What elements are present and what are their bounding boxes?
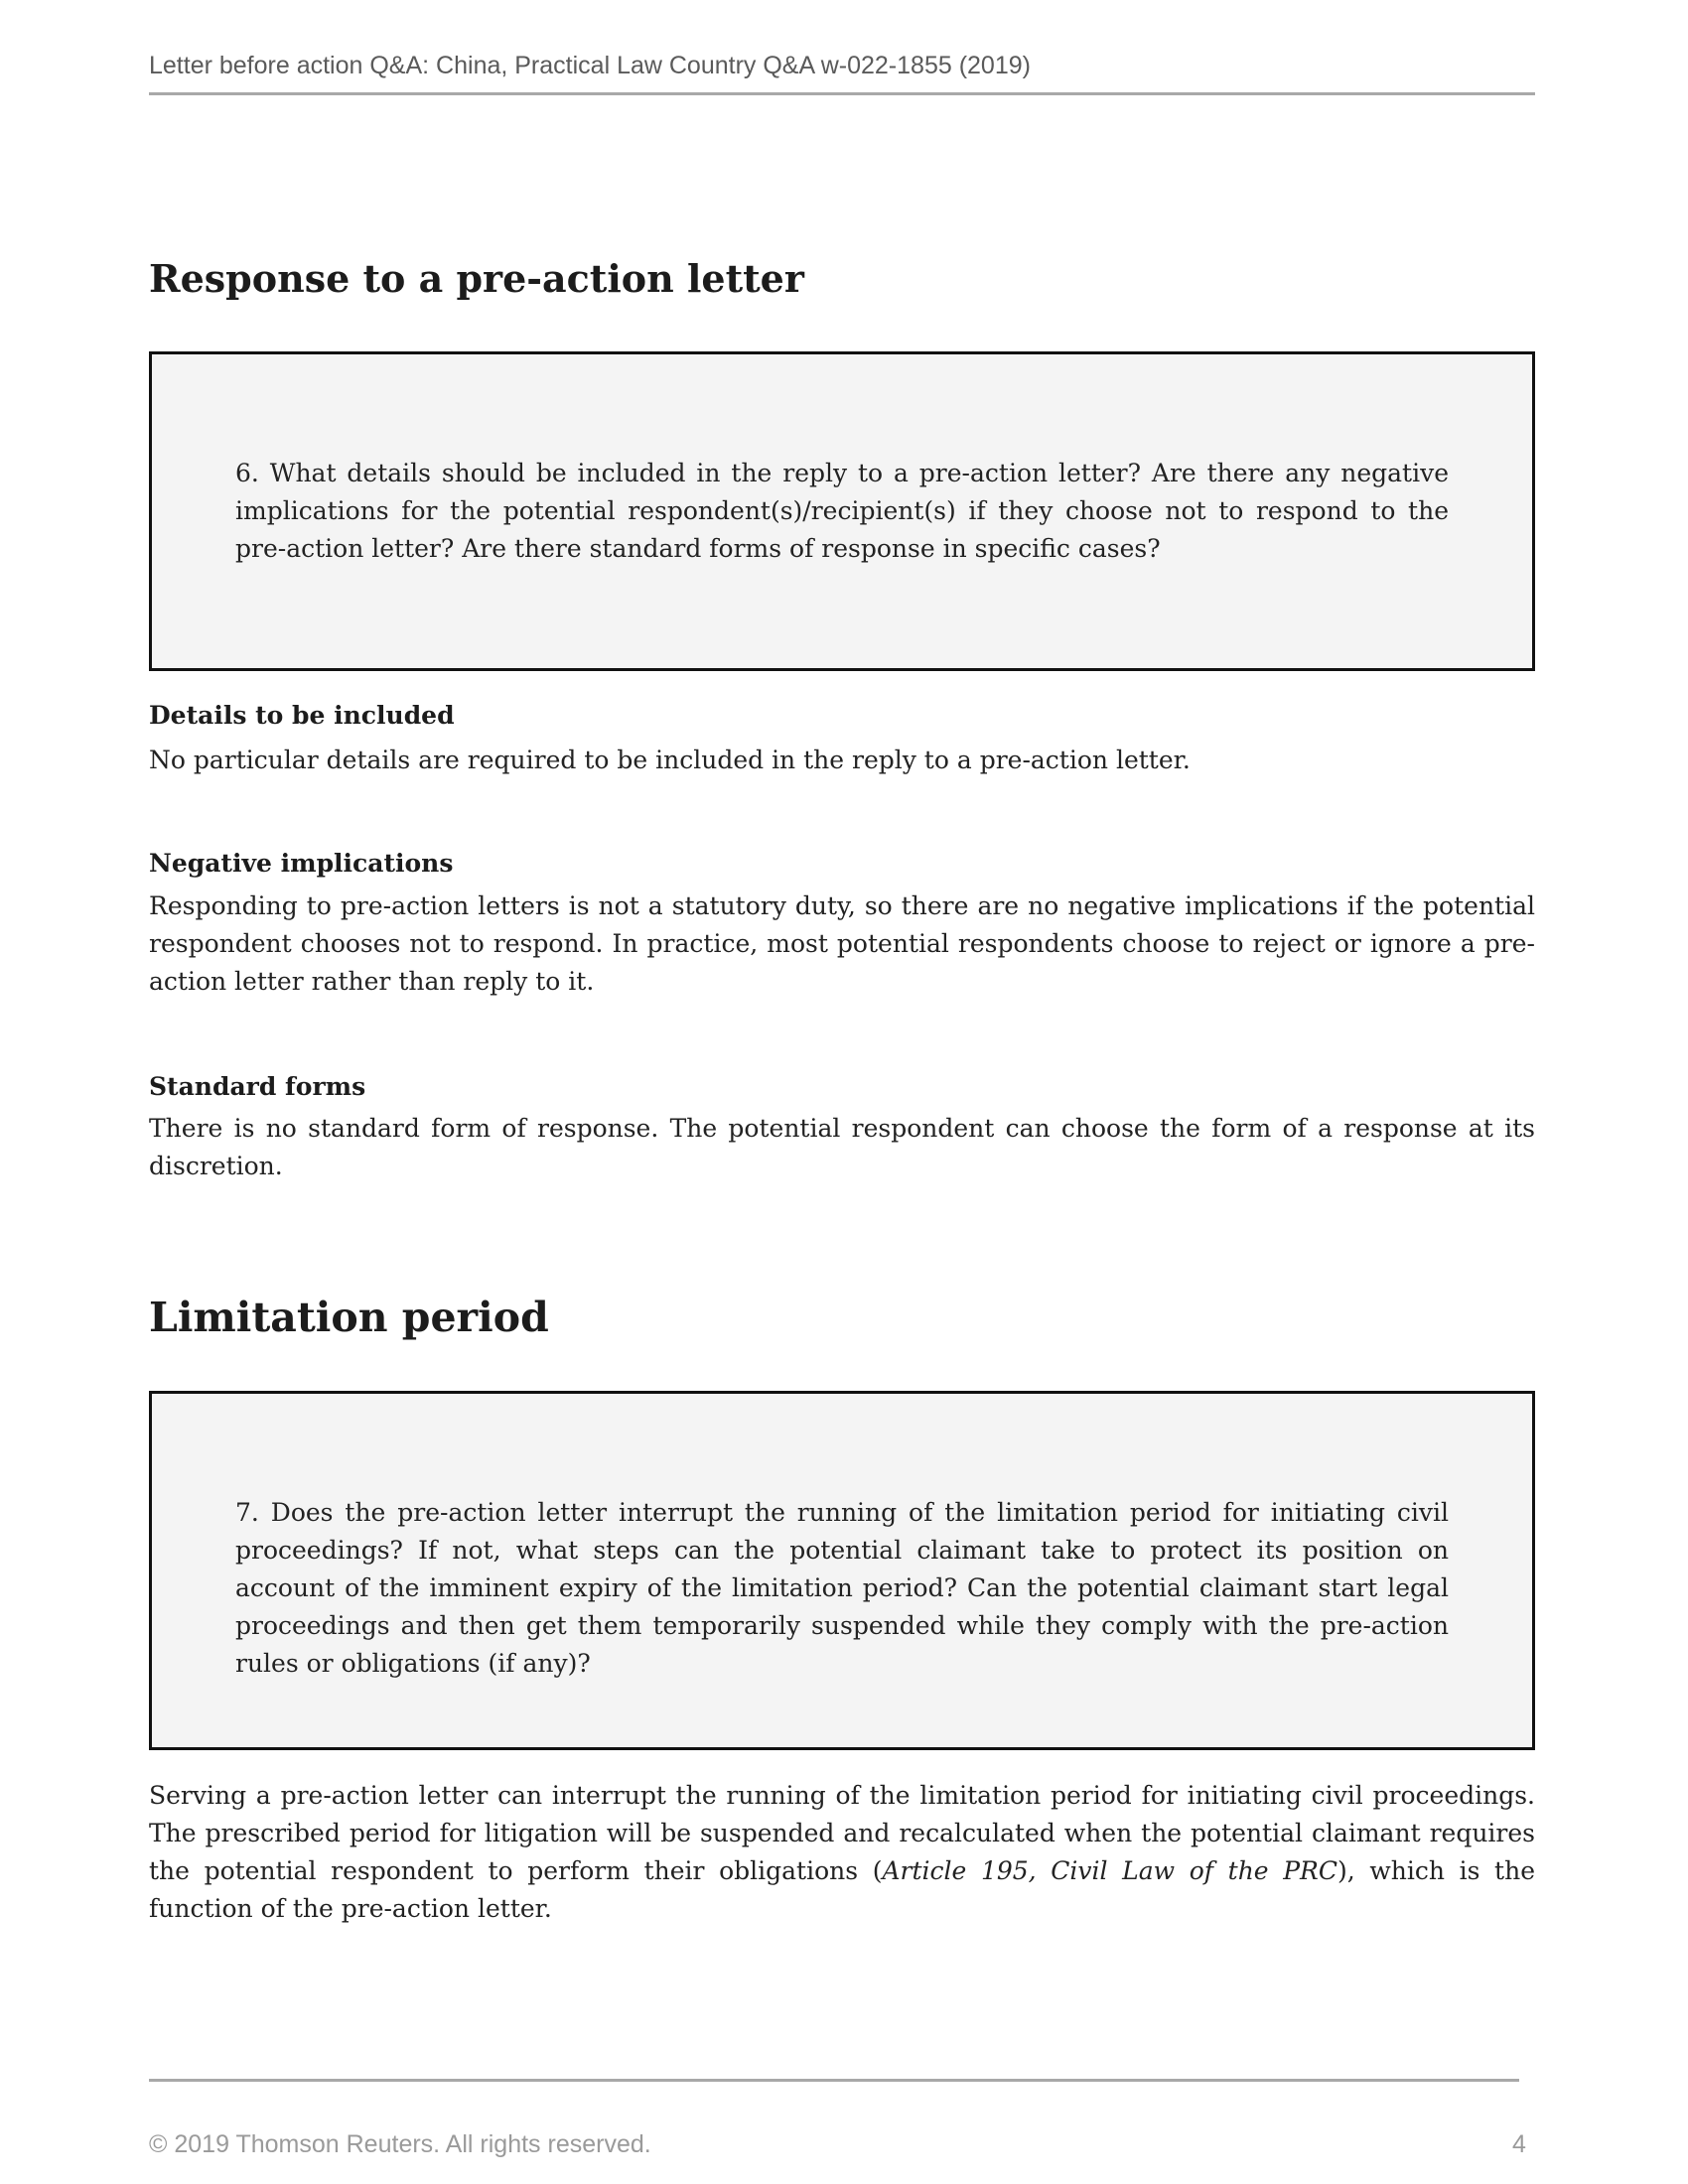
question-box-6 — [149, 351, 1535, 671]
legal-citation: Article 195, Civil Law of the PRC — [882, 1856, 1337, 1885]
running-header: Letter before action Q&A: China, Practical Law Country Q&A w-022-1855 (2019) — [149, 52, 1031, 79]
paragraph-details: No particular details are required to be included in the reply to a pre-action letter. — [149, 746, 1191, 774]
paragraph-negative-implications: Responding to pre-action letters is not a statutory duty, so there are no negative implications if the potential respondent chooses not to respond. In practice, most potential respondents choose to reject or ignore a pre-action letter rather than reply to it. — [149, 891, 1535, 996]
subheading-standard-forms: Standard forms — [149, 1072, 366, 1101]
question-6-text: 6. What details should be included in the reply to a pre-action letter? Are there any negative implications for the potential respondent(s)/recipient(s) if they choose not to respond to the pre-action letter? Are there standard forms of response in specific cases? — [235, 459, 1449, 563]
footer-divider — [149, 2079, 1519, 2082]
paragraph-limitation-answer — [149, 1777, 1535, 1928]
paragraph-standard-forms: There is no standard form of response. The potential respondent can choose the form of a response at its discretion. — [149, 1114, 1535, 1180]
question-box-7 — [149, 1391, 1535, 1750]
subheading-negative-implications: Negative implications — [149, 849, 454, 878]
subheading-details: Details to be included — [149, 701, 455, 730]
header-divider — [149, 92, 1535, 95]
footer-copyright: © 2019 Thomson Reuters. All rights reserved. — [149, 2130, 651, 2158]
section-title-limitation: Limitation period — [149, 1294, 549, 1341]
answer-text-end: ), which is the function of the pre-action letter. — [149, 1856, 1535, 1923]
answer-text-start: Serving a pre-action letter can interrupt the running of the limitation period for initiating civil proceedings. The prescribed period for litigation will be suspended and recalculated when the potential claimant requires the potential respondent to perform their obligations ( — [149, 1781, 1535, 1885]
question-7-text: 7. Does the pre-action letter interrupt the running of the limitation period for initiating civil proceedings? If not, what steps can the potential claimant take to protect its position on account of the imminent expiry of the limitation period? Can the potential claimant start legal proceedings and then get them temporarily suspended while they comply with the pre-action rules or obligations (if any)? — [235, 1498, 1449, 1678]
section-title-response: Response to a pre-action letter — [149, 256, 804, 301]
page-number: 4 — [1512, 2130, 1526, 2158]
